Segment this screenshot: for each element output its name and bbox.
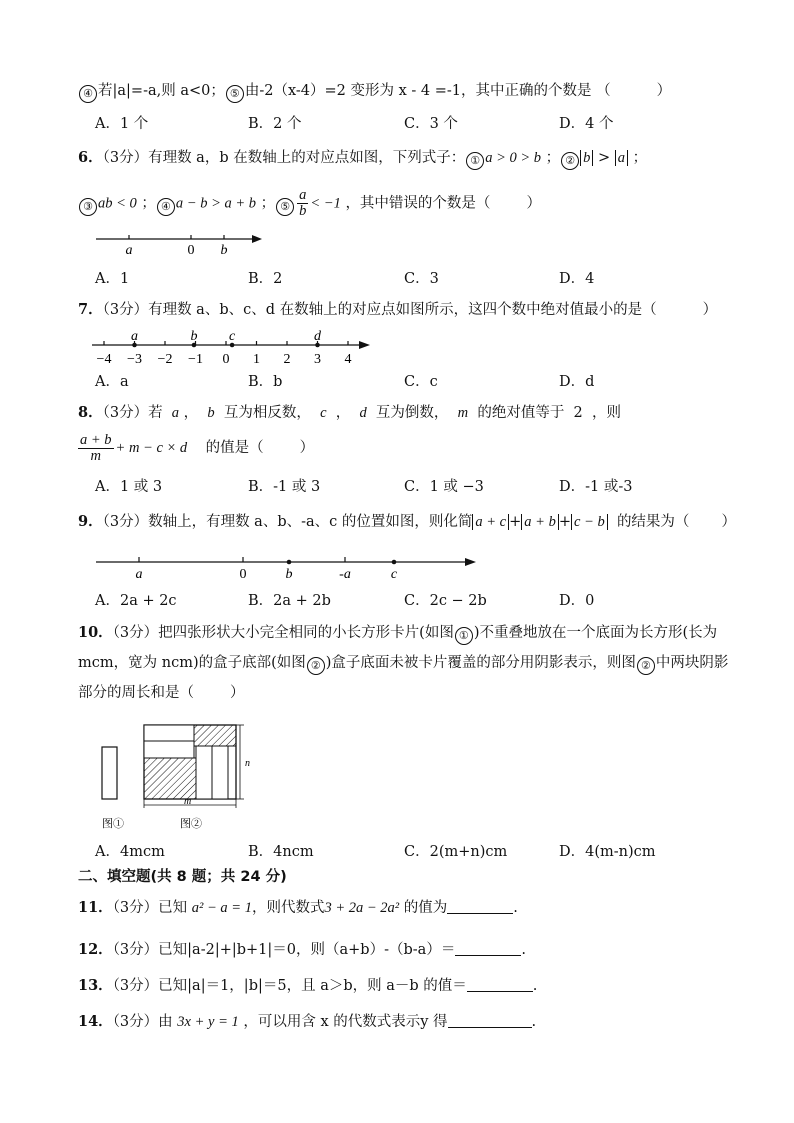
q7-tick-label: 1: [253, 352, 260, 367]
fig1-card: [102, 747, 117, 799]
q6-s4: a − b > a + b: [175, 195, 257, 212]
q13-text: 已知|a|＝1，|b|＝5，且 a＞b，则 a－b 的值＝: [158, 978, 467, 994]
q9-label-a: a: [135, 567, 143, 582]
q10-number: 10．: [78, 624, 113, 641]
circle-1: ①: [455, 627, 473, 645]
q8-expr-num: a + b: [80, 431, 112, 448]
section-heading: 二、填空题(共 8 题；共 24 分): [78, 869, 287, 885]
q6-s5-rest: < −1: [310, 195, 341, 212]
q6-label-a: a: [125, 243, 133, 258]
q9-label-neg-a: -a: [339, 567, 351, 582]
q8-var-m: m: [457, 405, 469, 421]
q6-sep1: ；: [545, 150, 561, 166]
fig2-shade-top: [194, 725, 236, 746]
q9-stem-line: [78, 512, 736, 532]
q9-point-b: [287, 560, 292, 565]
q9-close: ）: [721, 514, 736, 530]
fig2-card-4: [212, 746, 228, 799]
q9-option-a[interactable]: A．2a + 2c: [95, 593, 177, 609]
q10-option-d[interactable]: D．4(m-n)cm: [559, 844, 656, 860]
q7-tick-label: 2: [283, 352, 291, 367]
fig2-label-n: n: [245, 758, 250, 769]
q9-number-line: [96, 552, 481, 584]
q12-end: .: [521, 942, 526, 958]
q5-option-d[interactable]: D．4 个: [559, 116, 614, 132]
q10-line1: [78, 623, 717, 645]
q9-label-b: b: [285, 567, 293, 582]
q5-close: ）: [656, 83, 672, 99]
q6-s5-den: b: [299, 203, 307, 219]
q14-eq: 3x + y = 1: [177, 1014, 239, 1030]
q6-s5-fraction: [297, 188, 308, 219]
q10-line2c: 中两块阴影: [655, 655, 729, 671]
q7-point-label-c: c: [228, 329, 236, 344]
q7-number: 7．: [78, 301, 103, 318]
q7-point-label-a: a: [131, 329, 138, 344]
arrow-icon: [359, 341, 370, 349]
q6-sep2: ；: [632, 150, 648, 166]
q10-score: （3分）: [112, 625, 159, 641]
q12-answer-blank[interactable]: [455, 941, 521, 956]
q7-stem-line: [78, 300, 717, 320]
q10-figures: [96, 720, 256, 835]
q10-line2a: mcm，宽为 ncm)的盒子底部(如图: [78, 655, 306, 671]
q6-tail: ，其中错误的个数是（: [345, 195, 491, 212]
q10-option-a[interactable]: A．4mcm: [95, 844, 165, 860]
q9-tail: 的结果为（: [616, 514, 690, 530]
q14-score: （3分）: [112, 1014, 159, 1030]
q6-s2b: a: [617, 150, 626, 166]
q13-line: [78, 976, 537, 996]
q7-tick-label: 3: [314, 352, 321, 367]
q9-e3: c − b: [573, 514, 605, 530]
q14-number: 14．: [78, 1013, 113, 1030]
q6-option-b[interactable]: B．2: [248, 271, 283, 287]
q8-fraction: [78, 433, 114, 464]
q10-option-b[interactable]: B．4ncm: [248, 844, 314, 860]
q8-close: ）: [299, 440, 315, 456]
q13-answer-blank[interactable]: [467, 977, 533, 992]
q9-option-b[interactable]: B．2a + 2b: [248, 593, 331, 609]
q11-cond: a² − a = 1: [191, 900, 252, 916]
q8-var-b: b: [207, 405, 215, 421]
q6-options: [95, 269, 755, 289]
q6-line1: [78, 148, 647, 170]
circle-2b: ②: [637, 657, 655, 675]
circle-4: ④: [79, 85, 97, 103]
q7-close: ）: [702, 302, 718, 318]
q7-tick-label: −1: [188, 352, 203, 367]
q8-expr-rest: + m − c × d: [115, 440, 188, 456]
q8-comma1: ，: [183, 405, 199, 421]
q10-line3: [78, 683, 245, 703]
q6-sep4: ；: [260, 195, 276, 212]
q8-option-a[interactable]: A．1 或 3: [95, 479, 163, 495]
q8-w6: 的值是（: [205, 440, 264, 456]
q11-score: （3分）: [112, 900, 159, 916]
q6-option-a[interactable]: A．1: [95, 271, 130, 287]
q6-sep3: ；: [141, 195, 156, 212]
q10-option-c[interactable]: C．2(m+n)cm: [404, 844, 508, 860]
q9-e2: a + b: [524, 514, 556, 530]
q8-option-b[interactable]: B．-1 或 3: [248, 479, 321, 495]
q5-option-c[interactable]: C．3 个: [404, 116, 458, 132]
q9-options: [95, 591, 755, 611]
q6-option-c[interactable]: C．3: [404, 271, 439, 287]
q13-end: .: [532, 978, 538, 994]
q11-post: 的值为: [403, 900, 448, 916]
q9-label-0: 0: [239, 567, 247, 582]
arrow-icon: [465, 558, 476, 566]
q6-number: 6．: [78, 149, 103, 166]
q7-options: [95, 372, 755, 392]
q8-var-c: c: [320, 405, 327, 421]
q8-option-d[interactable]: D．-1 或-3: [559, 479, 633, 495]
q10-line3: 部分的周长和是（: [78, 685, 194, 701]
q7-option-a[interactable]: A．a: [95, 374, 129, 390]
q9-e1: a + c: [475, 514, 507, 530]
fig1-caption: 图①: [102, 818, 124, 830]
fig2-card-2: [144, 741, 194, 758]
q7-tick-label: 0: [222, 352, 230, 367]
q9-stem: 数轴上，有理数 a、b、-a、c 的位置如图，则化简: [148, 514, 473, 530]
q8-two: 2: [573, 405, 583, 421]
q6-score: （3分）: [102, 150, 149, 166]
circle-2: ②: [307, 657, 325, 675]
q8-number: 8．: [78, 404, 103, 421]
q5-statement-tail: [78, 81, 671, 103]
q8-expression-line: [78, 431, 314, 465]
circle-5: ⑤: [276, 198, 294, 216]
q8-expr-den: m: [90, 447, 102, 464]
q9-label-c: c: [390, 567, 398, 582]
fig2-label-m: m: [184, 796, 192, 807]
q5-options: [95, 114, 755, 134]
q8-w1: 若: [148, 405, 163, 421]
q6-line2: [78, 188, 541, 219]
q8-w5: ，则: [592, 405, 621, 421]
q5-text1: 若|a|=-a,则 a<0；: [98, 83, 225, 99]
q7-point-label-b: b: [190, 329, 198, 344]
q7-tick-label: −2: [157, 352, 173, 367]
q8-var-a: a: [171, 405, 180, 421]
q8-score: （3分）: [102, 405, 149, 421]
q7-tick-label: 4: [344, 352, 352, 367]
arrow-icon: [252, 235, 262, 243]
q6-label-b: b: [220, 243, 228, 258]
q11-mid: ，则代数式: [251, 900, 325, 916]
q6-s5-num: a: [299, 187, 307, 203]
q14-answer-blank[interactable]: [448, 1013, 532, 1028]
q7-option-b[interactable]: B．b: [248, 374, 283, 390]
q7-stem: 有理数 a、b、c、d 在数轴上的对应点如图所示，这四个数中绝对值最小的是（: [148, 302, 657, 318]
q8-w4: 的绝对值等于: [477, 405, 565, 421]
q6-close: ）: [526, 195, 541, 212]
q8-w3: 互为倒数，: [375, 405, 449, 421]
q12-line: [78, 940, 526, 960]
q6-label-0: 0: [187, 243, 195, 258]
circle-2: ②: [561, 152, 579, 170]
q7-option-c[interactable]: C．c: [404, 374, 438, 390]
q7-tick-label: −3: [127, 352, 142, 367]
q6-stem: 有理数 a，b 在数轴上的对应点如图，下列式子：: [148, 150, 466, 166]
q5-option-b[interactable]: B．2 个: [248, 116, 302, 132]
q7-option-d[interactable]: D．d: [559, 374, 595, 390]
q6-number-line: [96, 228, 266, 258]
q9-plus1: +: [509, 514, 522, 530]
q11-line: [78, 898, 518, 918]
q8-w2: 互为相反数，: [223, 405, 311, 421]
fig2-card-3: [196, 746, 212, 799]
q11-end: .: [513, 900, 518, 916]
q14-post: ，可以用含 x 的代数式表示y 得: [243, 1014, 448, 1030]
q6-s2mid: >: [593, 150, 615, 166]
q8-var-d: d: [359, 405, 367, 421]
q7-point-label-d: d: [314, 329, 321, 344]
q12-text: 已知|a-2|+|b+1|＝0，则（a+b）-（b-a）＝: [158, 942, 456, 958]
fig2-shade-bottom: [144, 758, 196, 799]
q10-line2: [78, 653, 728, 675]
q8-comma2: ，: [335, 405, 351, 421]
q10-line1b: )不重叠地放在一个底面为长方形(长为: [473, 625, 718, 641]
q9-point-c: [392, 560, 397, 565]
circle-3: ③: [79, 198, 97, 216]
q11-pre: 已知: [158, 900, 188, 916]
q12-score: （3分）: [112, 942, 159, 958]
q10-close: ）: [230, 685, 245, 701]
circle-4: ④: [157, 198, 175, 216]
q12-number: 12．: [78, 941, 113, 958]
q10-line1a: 把四张形状大小完全相同的小长方形卡片(如图: [158, 625, 454, 641]
q7-tick-label: −4: [96, 352, 112, 367]
q11-expr: 3 + 2a − 2a²: [324, 900, 400, 916]
circle-1: ①: [466, 152, 484, 170]
q11-number: 11．: [78, 899, 113, 916]
q5-text2: 由-2（x-4）=2 变形为 x - 4 =-1，其中正确的个数是 （: [244, 83, 611, 99]
q7-number-line: [92, 326, 372, 368]
q9-number: 9．: [78, 513, 103, 530]
q14-line: [78, 1012, 536, 1032]
q10-options: [95, 842, 755, 862]
q6-option-d[interactable]: D．4: [559, 271, 595, 287]
q7-score: （3分）: [102, 302, 149, 318]
fig2-card-1: [144, 725, 194, 741]
q8-options: [95, 477, 755, 497]
q5-option-a[interactable]: A．1 个: [95, 116, 149, 132]
q13-number: 13．: [78, 977, 113, 994]
q8-option-c[interactable]: C．1 或 −3: [404, 479, 484, 495]
q9-option-d[interactable]: D．0: [559, 593, 595, 609]
q8-stem-line: [78, 403, 621, 423]
q9-plus2: +: [558, 514, 571, 530]
q6-s1: a > 0 > b: [485, 150, 542, 166]
q11-answer-blank[interactable]: [447, 899, 513, 914]
q9-option-c[interactable]: C．2c − 2b: [404, 593, 487, 609]
q13-score: （3分）: [112, 978, 159, 994]
q14-pre: 由: [158, 1014, 173, 1030]
fig2-caption: 图②: [180, 818, 202, 830]
q10-line2b: )盒子底面未被卡片覆盖的部分用阴影表示，则图: [325, 655, 636, 671]
q9-score: （3分）: [102, 514, 149, 530]
q6-s3: ab < 0: [98, 195, 137, 212]
q6-s2a: b: [583, 150, 591, 166]
q14-end: .: [531, 1014, 537, 1030]
circle-5: ⑤: [226, 85, 244, 103]
